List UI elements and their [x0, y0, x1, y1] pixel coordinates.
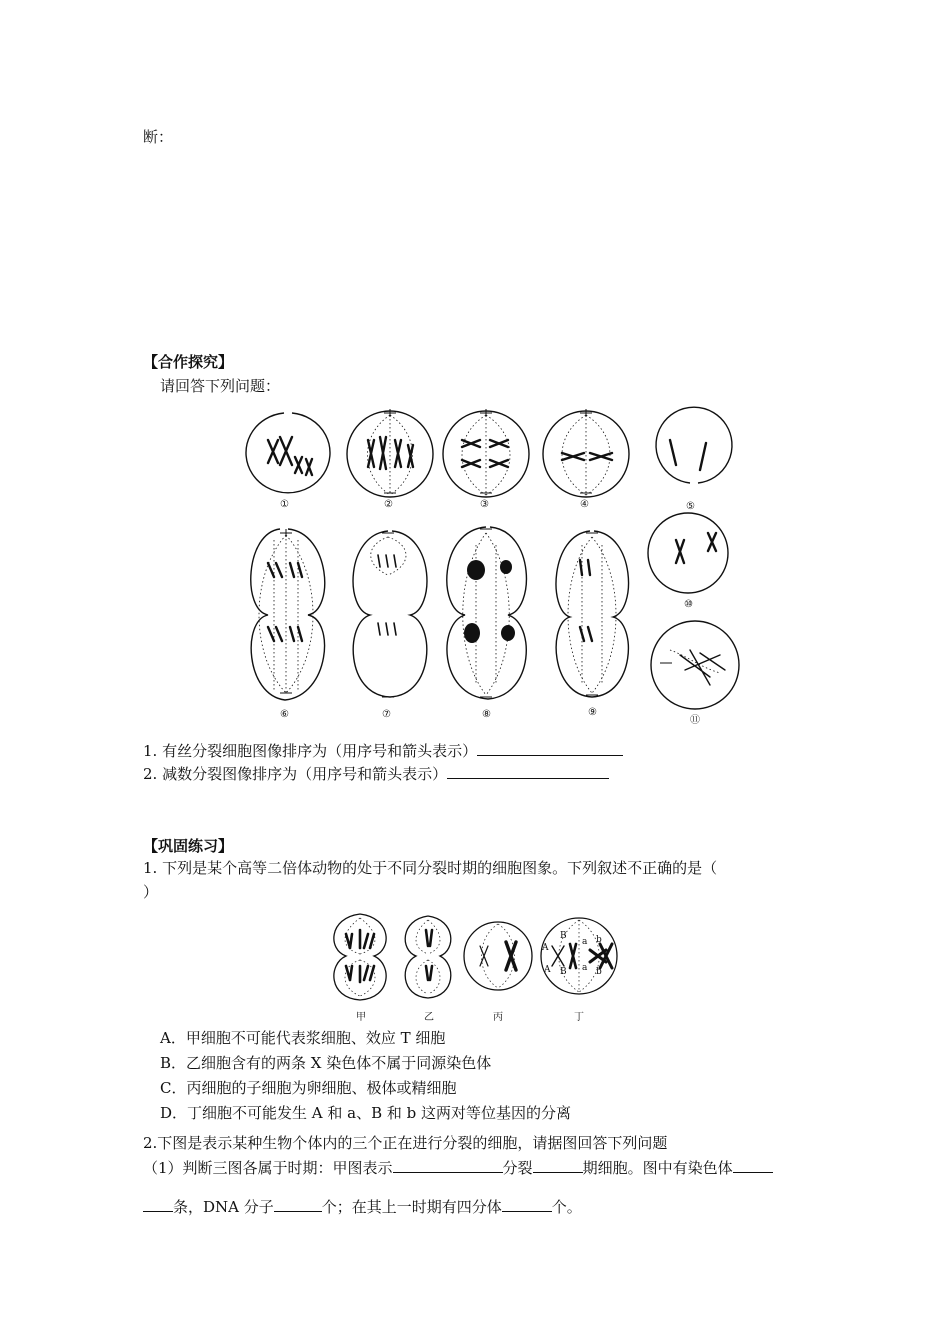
blank-tetrad-count[interactable]: [502, 1196, 552, 1212]
practice-q1-line1: 1. 下列是某个高等二倍体动物的处于不同分裂时期的细胞图象。下列叙述不正确的是（: [143, 859, 718, 877]
cell-label-4: ④: [580, 499, 589, 510]
gene-label-5: B: [560, 967, 567, 977]
cooperative-question-1: 1. 有丝分裂细胞图像排序为（用序号和箭头表示）: [143, 740, 623, 761]
blank-division-type[interactable]: [393, 1157, 503, 1173]
option-d: D．丁细胞不可能发生 A 和 a、B 和 b 这两对等位基因的分离: [160, 1104, 572, 1122]
blank-chromosome-count-start[interactable]: [733, 1157, 773, 1173]
cell-8-membrane: [447, 527, 527, 699]
gene-label-2: B: [560, 931, 567, 941]
cell-9-membrane: [556, 531, 629, 697]
cell-jia-membrane: [334, 914, 386, 1000]
figure-label-ding: 丁: [574, 1012, 584, 1023]
cell-6-membrane: [251, 529, 325, 700]
cell-10-membrane: [648, 513, 728, 593]
figure-label-yi: 乙: [424, 1012, 434, 1023]
cell-label-6: ⑥: [280, 709, 289, 720]
practice-q2-sub2: 条，DNA 分子 个；在其上一时期有四分体 个。: [143, 1196, 582, 1217]
blank-dna-count[interactable]: [274, 1196, 322, 1212]
option-c: C．丙细胞的子细胞为卵细胞、极体或精细胞: [160, 1079, 457, 1097]
practice-heading: 【巩固练习】: [143, 837, 234, 855]
cooperative-intro: 请回答下列问题：: [160, 377, 281, 395]
answer-blank-2[interactable]: [447, 763, 609, 779]
cell-label-2: ②: [384, 499, 393, 510]
gene-label-8: b: [596, 967, 602, 977]
answer-blank-1[interactable]: [477, 740, 623, 756]
cooperative-question-2: 2. 减数分裂图像排序为（用序号和箭头表示）: [143, 763, 609, 784]
option-b: B．乙细胞含有的两条 X 染色体不属于同源染色体: [160, 1054, 492, 1072]
practice-q1-line2: ）: [143, 883, 159, 901]
header-fragment: 断：: [143, 128, 174, 146]
cooperative-heading: 【合作探究】: [143, 353, 234, 371]
four-cells-figure: [330, 908, 630, 1023]
cell-yi-membrane: [405, 916, 451, 998]
cell-label-9: ⑨: [588, 707, 597, 718]
cell-7-membrane: [353, 531, 427, 697]
cell-label-5: ⑤: [686, 501, 695, 512]
cell-division-figure: [240, 405, 740, 725]
cell-label-1: ①: [280, 499, 289, 510]
figure-label-jia: 甲: [356, 1012, 366, 1023]
cell-label-7: ⑦: [382, 709, 391, 720]
cell-label-11: ⑪: [690, 715, 700, 726]
cell-label-3: ③: [480, 499, 489, 510]
blank-chromosome-count-end[interactable]: [143, 1196, 173, 1212]
practice-q2-sub1: （1）判断三图各属于时期：甲图表示 分裂 期细胞。图中有染色体: [143, 1157, 773, 1178]
figure-label-bing: 丙: [493, 1012, 503, 1023]
blank-phase[interactable]: [533, 1157, 583, 1173]
cell-label-8: ⑧: [482, 709, 491, 720]
cell-5-membrane: [656, 407, 732, 483]
gene-label-6: A: [544, 965, 551, 975]
gene-label-4: b: [596, 935, 602, 945]
cell-label-10: ⑩: [684, 599, 693, 610]
practice-q2: 2.下图是表示某种生物个体内的三个正在进行分裂的细胞，请据图回答下列问题: [143, 1134, 668, 1152]
gene-label-3: a: [582, 937, 588, 947]
gene-label-7: a: [582, 963, 588, 973]
gene-label-1: A: [542, 943, 549, 953]
cell-bing-membrane: [464, 922, 532, 990]
option-a: A．甲细胞不可能代表浆细胞、效应 T 细胞: [160, 1029, 446, 1047]
